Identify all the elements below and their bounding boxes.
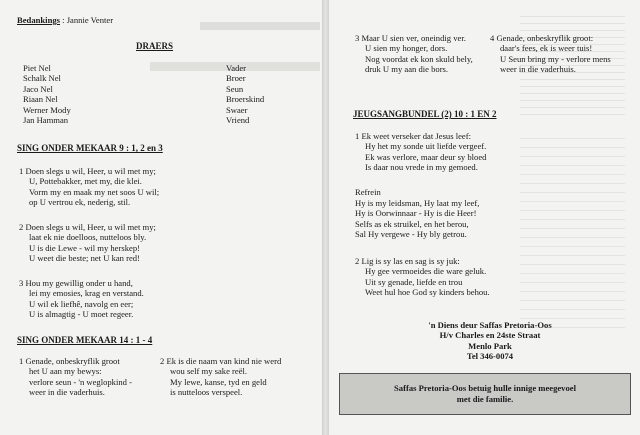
verse-line: Hy het my sonde uit liefde vergeef. <box>365 141 487 152</box>
song1-verse3 <box>19 278 144 320</box>
refrain-line: Hy is my leidsman, Hy laat my leef, <box>355 198 480 208</box>
condolence-banner <box>339 373 631 415</box>
verse-line: 3 Maar U sien ver, oneindig ver. <box>355 33 466 43</box>
song3-title: JEUGSANGBUNDEL (2) 10 : 1 EN 2 <box>353 109 497 119</box>
verse-line: 3 Hou my gewillig onder u hand, <box>19 278 133 288</box>
verse-line: 2 Ek is die naam van kind nie werd <box>160 356 282 366</box>
bearers-relations <box>226 63 264 125</box>
refrain-line: Selfs as ek struikel, en het berou, <box>355 218 469 229</box>
song2-verse2 <box>160 356 281 398</box>
verse-line: U Seun bring my - verlore mens <box>500 53 611 64</box>
verse-line: My lewe, kanse, tyd en geld <box>170 376 267 387</box>
thanks-line: Bedankings : Jannie Venter <box>17 15 114 25</box>
verse-line: verlore seun - 'n weglopkind - <box>29 376 132 387</box>
show-through-mark <box>200 22 320 30</box>
bearer-name: Jan Hamman <box>23 115 69 126</box>
verse-line: U wil ek liefhê, navolg en eer; <box>29 298 134 309</box>
verse-line: lei my emosies, krag en verstand. <box>29 288 144 299</box>
service-line: 'n Diens deur Saffas Pretoria-Oos <box>428 320 552 330</box>
verse-line: U is die Lewe - wil my herskep! <box>29 242 140 253</box>
song2-verse3 <box>355 33 473 75</box>
verse-line: op U vertrou ek, nederig, stil. <box>29 197 131 208</box>
verse-line: weer in die vaderhuis. <box>29 387 105 398</box>
bearer-name: Riaan Nel <box>23 94 58 105</box>
song2-title: SING ONDER MEKAAR 14 : 1 - 4 <box>17 335 153 345</box>
verse-line: 1 Ek weet verseker dat Jesus leef: <box>355 131 471 141</box>
bearers-names <box>23 63 71 125</box>
thanks-name: Jannie Venter <box>66 15 114 25</box>
verse-line: druk U my aan die bors. <box>365 64 449 75</box>
page-fold <box>322 0 329 435</box>
verse-line: laat ek nie doelloos, nutteloos bly. <box>29 232 147 243</box>
song1-verse2 <box>19 222 156 264</box>
song2-verse4 <box>490 33 611 75</box>
condolence-line: Saffas Pretoria-Oos betuig hulle innige meegevoel <box>394 383 576 393</box>
bearer-name: Werner Mody <box>23 104 71 115</box>
verse-line: 1 Doen slegs u wil, Heer, u wil met my; <box>19 166 156 176</box>
verse-line: Vorm my en maak my net soos U wil; <box>29 186 160 197</box>
song3-verse2 <box>355 256 490 298</box>
bearer-relation: Vader <box>226 63 247 73</box>
service-line: Tel 346-0074 <box>466 351 514 362</box>
verse-line: U, Pottebakker, met my, die klei. <box>29 176 142 187</box>
verse-line: 2 Doen slegs u wil, Heer, u wil met my; <box>19 222 156 232</box>
service-line: H/v Charles en 24ste Straat <box>439 330 541 341</box>
verse-line: Uit sy genade, liefde en trou <box>365 276 463 287</box>
condolence-line: met die familie. <box>456 394 514 404</box>
song1-title: SING ONDER MEKAAR 9 : 1, 2 en 3 <box>17 143 163 153</box>
bearer-relation: Broer <box>226 73 246 84</box>
bearer-relation: Swaer <box>226 104 248 115</box>
refrain-line: Hy is Oorwinnaar - Hy is die Heer! <box>355 208 477 219</box>
bearer-relation: Vriend <box>226 115 250 126</box>
bearers-title: DRAERS <box>136 41 174 51</box>
verse-line: daar's fees, ek is weer tuis! <box>500 43 593 54</box>
refrain-line: Sal Hy vergewe - Hy bly getrou. <box>355 229 467 240</box>
verse-line: Ek was verlore, maar deur sy bloed <box>365 151 487 162</box>
verse-line: 2 Lig is sy las en sag is sy juk: <box>355 256 460 266</box>
show-through-mark <box>520 130 625 330</box>
bearer-relation: Seun <box>226 83 244 94</box>
thanks-label: Bedankings <box>17 15 60 25</box>
verse-line: Nog voordat ek kon skuld bely, <box>365 53 473 64</box>
verse-line: Is daar nou vrede in my gemoed. <box>365 162 478 173</box>
verse-line: het U aan my bewys: <box>29 366 102 377</box>
bearer-name: Piet Nel <box>23 63 51 73</box>
verse-line: U weet die beste; net U kan red! <box>29 253 140 264</box>
song2-verse1 <box>19 356 132 398</box>
refrain <box>355 198 479 240</box>
verse-line: Weet hul hoe God sy kinders behou. <box>365 287 490 298</box>
verse-line: weer in die vaderhuis. <box>500 64 576 75</box>
verse-line: 1 Genade, onbeskryflik groot <box>19 356 120 366</box>
verse-line: is nutteloos verspeel. <box>170 387 243 398</box>
verse-line: 4 Genade, onbeskryflik groot: <box>490 33 594 43</box>
service-info <box>390 320 590 362</box>
song3-verse1 <box>355 131 486 173</box>
bearer-name: Schalk Nel <box>23 73 61 84</box>
song1-verse1 <box>19 166 159 208</box>
bearer-name: Jaco Nel <box>23 83 53 94</box>
verse-line: U sien my honger, dors. <box>365 43 448 54</box>
bearer-relation: Broerskind <box>226 94 265 105</box>
verse-line: U is almagtig - U moet regeer. <box>29 309 134 320</box>
refrain-label: Refrein <box>355 187 381 197</box>
service-line: Menlo Park <box>468 340 512 351</box>
verse-line: wou self my sake reël. <box>170 366 248 377</box>
verse-line: Hy gee vermoeides die ware geluk. <box>365 266 487 277</box>
